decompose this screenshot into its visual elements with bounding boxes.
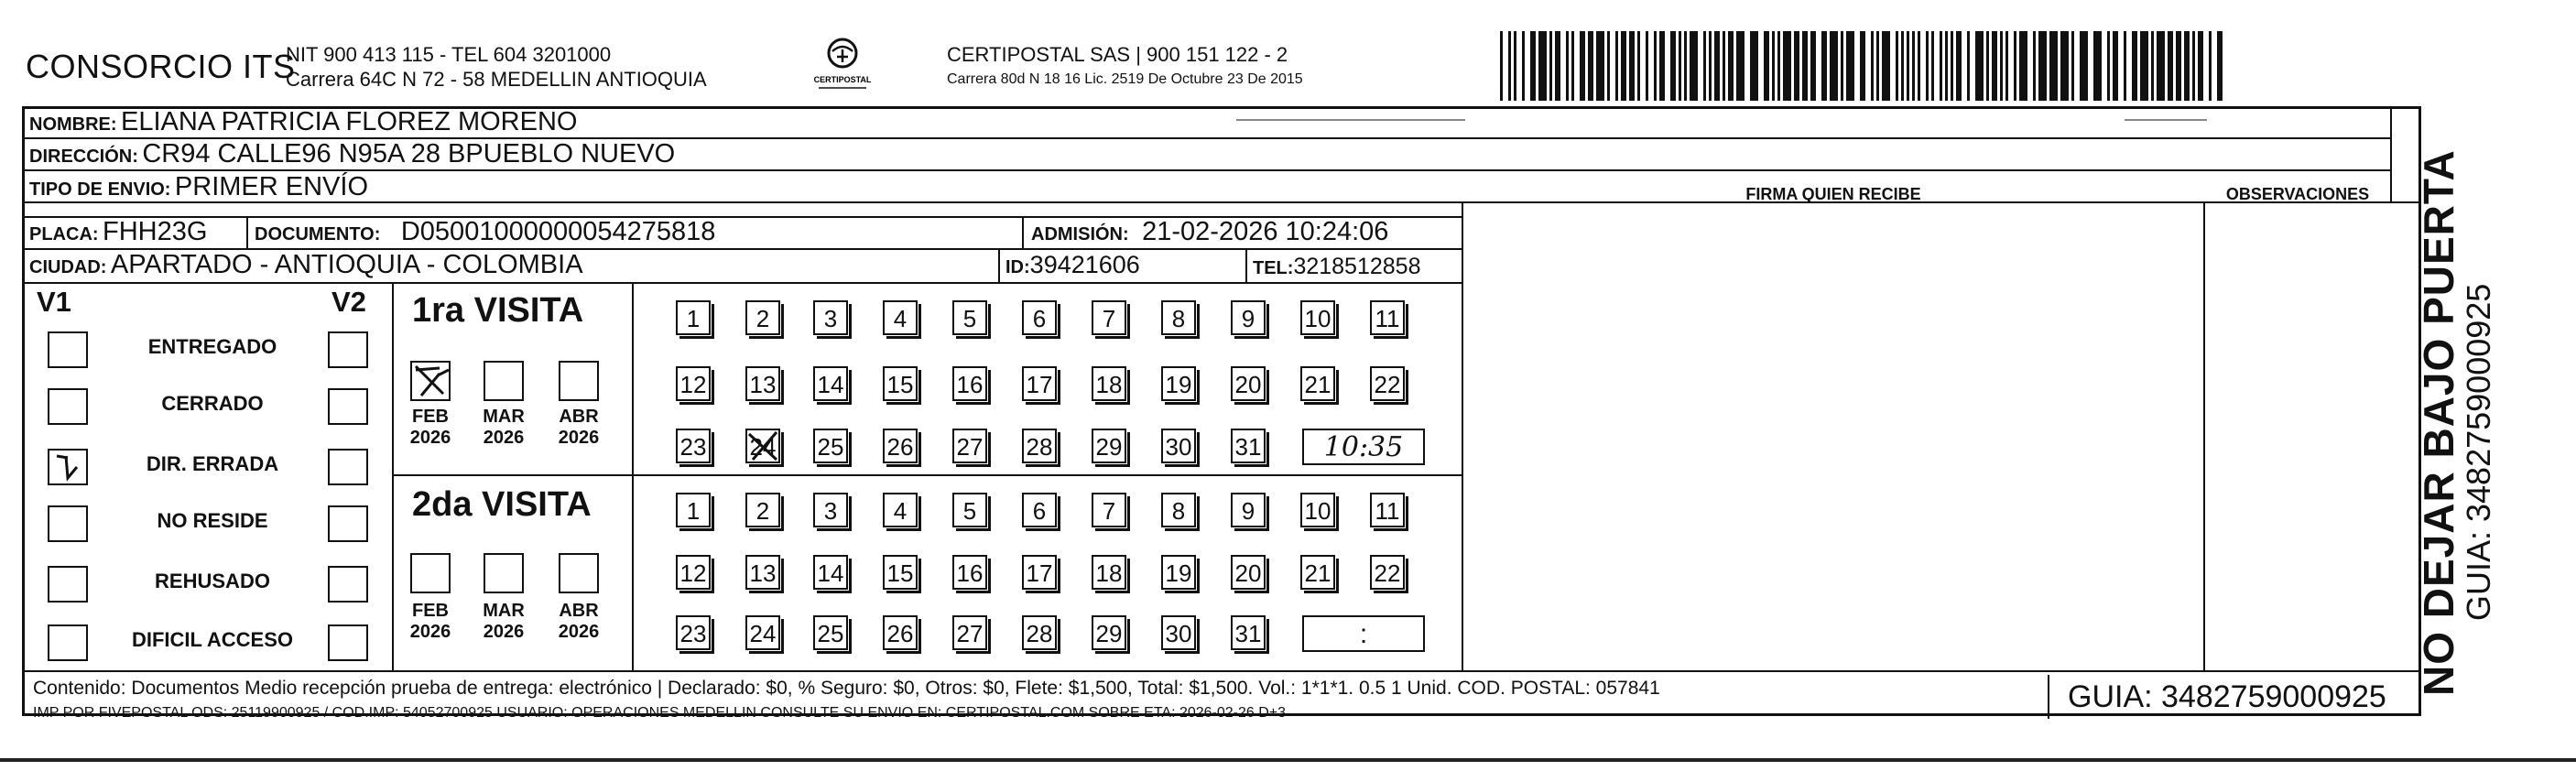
day-box[interactable]: 12 [676,366,711,401]
day-box[interactable]: 3 [813,300,848,335]
day-box[interactable]: 25 [813,429,848,463]
month-year: 2026 [483,622,525,642]
day-box[interactable]: 1 [676,300,711,335]
direccion-value: CR94 CALLE96 N95A 28 BPUEBLO NUEVO [142,139,676,168]
direccion-row [29,139,675,173]
month-year: 2026 [558,428,600,448]
day-box[interactable]: 23 [676,615,711,650]
day-box[interactable]: 5 [952,300,987,335]
day-box[interactable]: 26 [883,429,918,463]
day-box[interactable]: 31 [1231,429,1266,463]
day-box[interactable]: 4 [883,300,918,335]
day-box[interactable]: 19 [1161,555,1196,590]
day-box[interactable]: 14 [813,555,848,590]
tel-label: TEL: [1253,258,1294,278]
month-checkbox[interactable] [484,553,524,593]
day-box[interactable]: 20 [1231,366,1266,401]
footer-contents: Contenido: Documentos Medio recepción prueba de entrega: electrónico | Declarado: $0, % Seguro: $0, Otros: $0, Flete: $1,500, Total: $1,500. Vol.: 1*1*1. 0.5 1 Unid. COD. POSTAL: 057841 [33,678,1660,699]
nit-line: NIT 900 413 115 - TEL 604 3201000 [286,43,612,66]
status-label: DIR. ERRADA [146,452,279,475]
month-year: 2026 [558,622,600,642]
month-label [551,601,606,643]
firma-header: FIRMA QUIEN RECIBE [1745,185,1921,203]
day-box[interactable]: 26 [883,615,918,650]
day-box[interactable]: 28 [1022,615,1057,650]
status-label: DIFICIL ACCESO [131,628,293,651]
side-guia: GUIA: 3482759000925 [2460,283,2497,621]
v1-checkbox[interactable] [48,624,88,661]
certipostal-sub: Carrera 80d N 18 16 Lic. 2519 De Octubre 23 De 2015 [947,71,1303,87]
month-name: ABR [559,407,599,427]
day-box[interactable]: 21 [1300,366,1335,401]
month-checkbox[interactable] [559,553,599,593]
day-box[interactable]: 1 [676,493,711,527]
nombre-label: NOMBRE: [29,114,117,135]
admision-value: 21-02-2026 10:24:06 [1142,217,1389,246]
day-box[interactable]: 4 [883,493,918,527]
month-name: ABR [559,601,599,621]
day-box[interactable]: 2 [745,300,780,335]
month-name: FEB [412,601,449,621]
ciudad-label: CIUDAD: [29,257,107,277]
day-box[interactable]: 22 [1370,555,1405,590]
day-box[interactable]: 30 [1161,615,1196,650]
certipostal-logo [806,33,879,97]
day-box[interactable]: 2 [745,493,780,527]
day-box[interactable]: 9 [1231,300,1266,335]
day-cross-mark-icon [745,429,782,470]
company-name: CONSORCIO ITS [26,48,296,85]
documento-row [255,217,715,251]
day-box[interactable]: 29 [1092,429,1126,463]
day-box[interactable]: 22 [1370,366,1405,401]
visit-time[interactable]: 10:35 [1302,429,1425,465]
v2-checkbox[interactable] [328,388,368,425]
day-box[interactable]: 18 [1092,555,1126,590]
day-box[interactable]: 27 [952,615,987,650]
month-label [476,601,531,643]
month-year: 2026 [483,428,525,448]
v1-checkbox[interactable] [48,388,88,425]
v1-checkbox[interactable] [48,331,88,368]
v1-checkbox[interactable] [48,566,88,603]
month-label [403,601,458,643]
day-box[interactable]: 10 [1300,300,1335,335]
month-name: FEB [412,407,449,427]
status-label: ENTREGADO [147,335,277,358]
month-name: MAR [483,407,525,427]
day-box[interactable]: 15 [883,555,918,590]
day-box[interactable]: 8 [1161,493,1196,527]
day-box[interactable]: 10 [1300,493,1335,527]
day-box[interactable]: 19 [1161,366,1196,401]
day-box[interactable]: 20 [1231,555,1266,590]
documento-label: DOCUMENTO: [255,224,381,244]
v2-checkbox[interactable] [328,505,368,542]
month-checkbox[interactable] [410,553,451,593]
day-box[interactable]: 6 [1022,493,1057,527]
barcode [1500,31,2223,101]
admision-row [1031,217,1388,251]
placa-label: PLACA: [29,224,99,244]
check-mark-icon [49,451,86,483]
address-line: Carrera 64C N 72 - 58 MEDELLIN ANTIOQUIA [286,68,707,91]
day-box[interactable]: 31 [1231,615,1266,650]
day-box[interactable]: 14 [813,366,848,401]
day-box[interactable]: 30 [1161,429,1196,463]
month-checkbox[interactable] [559,361,599,401]
day-box[interactable]: 6 [1022,300,1057,335]
month-checkbox[interactable] [410,361,451,401]
day-box[interactable]: 8 [1161,300,1196,335]
status-label: REHUSADO [155,570,270,592]
day-box[interactable]: 24 [745,429,780,463]
ciudad-value: APARTADO - ANTIOQUIA - COLOMBIA [110,250,583,279]
day-box[interactable]: 15 [883,366,918,401]
month-year: 2026 [409,428,451,448]
v2-checkbox[interactable] [328,566,368,603]
placa-row [29,217,207,251]
certipostal-line: CERTIPOSTAL SAS | 900 151 122 - 2 [947,43,1288,66]
cross-mark-icon [412,363,449,399]
day-box[interactable]: 7 [1092,300,1126,335]
status-label: CERRADO [161,392,264,415]
day-box[interactable]: 27 [952,429,987,463]
day-box[interactable]: 5 [952,493,987,527]
day-box[interactable]: 28 [1022,429,1057,463]
day-box[interactable]: 3 [813,493,848,527]
id-row [1005,250,1140,284]
tipo-row [29,172,368,206]
observaciones-header: OBSERVACIONES [2225,185,2370,203]
nombre-row [29,107,577,141]
day-box[interactable]: 11 [1370,300,1405,335]
id-label: ID: [1005,257,1030,277]
day-box[interactable]: 9 [1231,493,1266,527]
tel-value: 3218512858 [1293,254,1421,279]
visit-title: 1ra VISITA [412,291,584,330]
visit-title: 2da VISITA [412,485,592,524]
certipostal-info [947,42,1303,92]
side-warning [2414,149,2497,696]
status-label: NO RESIDE [157,509,268,532]
admision-label: ADMISIÓN: [1031,224,1129,244]
footer-print-info: IMP POR FIVEPOSTAL ODS: 25119900925 / COD.IMP: 54052700925 USUARIO: OPERACIONES MEDELLIN CONSULTE SU ENVIO EN: CERTIPOSTAL.COM SOBRE ETA: 2026-02-26 D+3 [33,705,1287,721]
v1-checkbox[interactable] [48,449,88,485]
day-box[interactable]: 21 [1300,555,1335,590]
month-year: 2026 [409,622,451,642]
day-box[interactable]: 7 [1092,493,1126,527]
bottom-rule [0,758,2576,762]
month-label [551,407,606,449]
v1-header: V1 [37,286,71,318]
nombre-value: ELIANA PATRICIA FLOREZ MORENO [121,107,578,136]
day-box[interactable]: 18 [1092,366,1126,401]
day-box[interactable]: 13 [745,366,780,401]
day-box[interactable]: 17 [1022,366,1057,401]
documento-value: D05001000000054275818 [400,217,716,246]
visit-time[interactable]: : [1302,615,1425,652]
v1-checkbox[interactable] [48,505,88,542]
v2-checkbox[interactable] [328,624,368,661]
company-info [286,42,707,92]
direccion-label: DIRECCIÓN: [29,147,138,167]
side-warning-text: NO DEJAR BAJO PUERTA [2415,149,2462,696]
v2-checkbox[interactable] [328,331,368,368]
day-box[interactable]: 16 [952,555,987,590]
day-box[interactable]: 12 [676,555,711,590]
month-label [476,407,531,449]
v2-checkbox[interactable] [328,449,368,485]
tipo-value: PRIMER ENVÍO [174,172,369,201]
logo-text: CERTIPOSTAL [813,75,872,84]
v2-header: V2 [332,286,366,318]
day-box[interactable]: 16 [952,366,987,401]
day-box[interactable]: 17 [1022,555,1057,590]
month-name: MAR [483,601,525,621]
day-box[interactable]: 11 [1370,493,1405,527]
day-box[interactable]: 25 [813,615,848,650]
placa-value: FHH23G [103,217,208,246]
id-value: 39421606 [1029,251,1140,278]
tipo-label: TIPO DE ENVIO: [29,179,171,200]
day-box[interactable]: 24 [745,615,780,650]
day-box[interactable]: 13 [745,555,780,590]
guia-number: GUIA: 3482759000925 [2048,675,2421,719]
day-box[interactable]: 29 [1092,615,1126,650]
month-label [403,407,458,449]
ciudad-row [29,250,583,284]
tel-row [1253,252,1420,285]
day-box[interactable]: 23 [676,429,711,463]
month-checkbox[interactable] [484,361,524,401]
